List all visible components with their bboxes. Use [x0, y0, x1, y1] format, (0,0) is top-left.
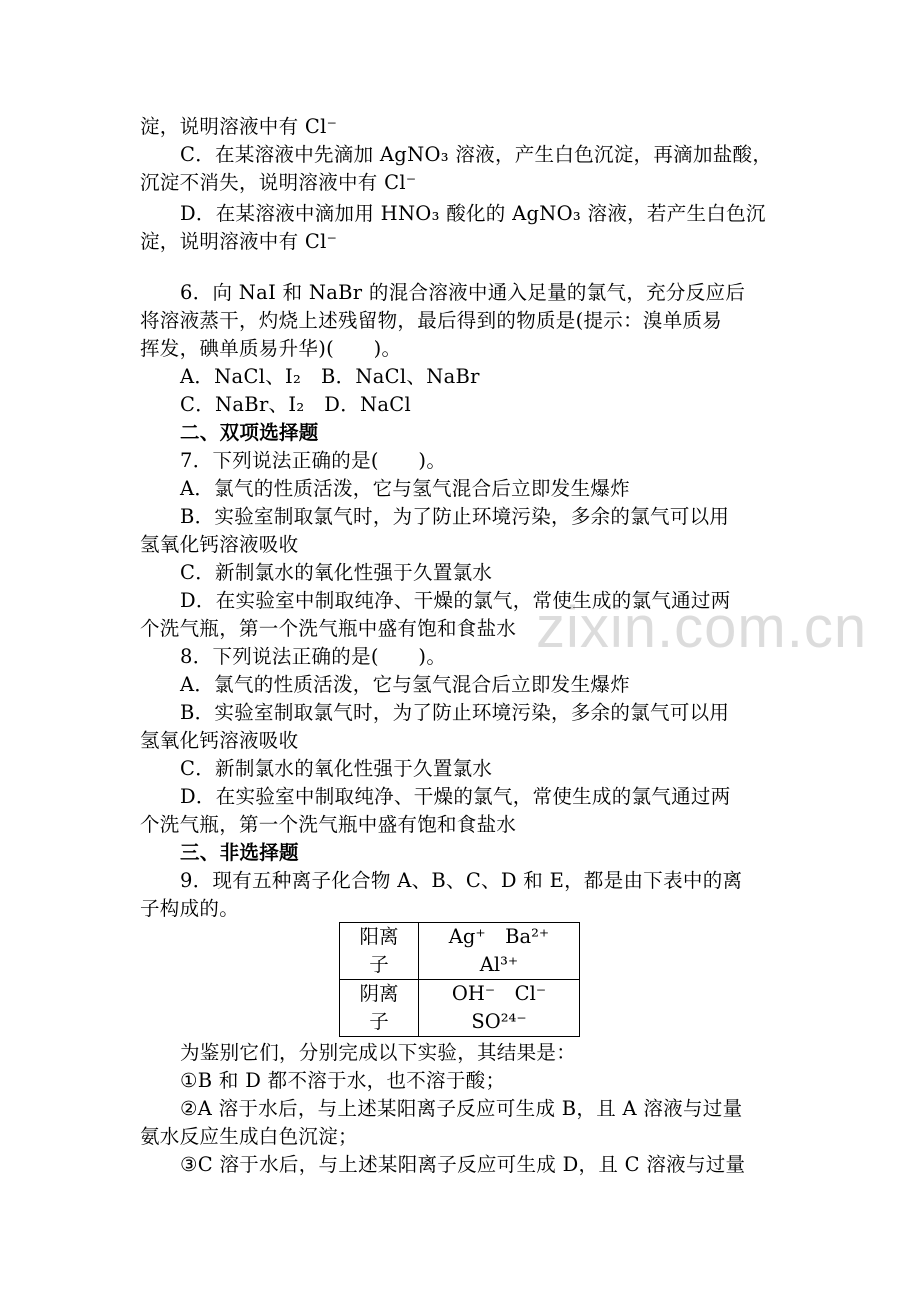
- anion-row: [340, 980, 580, 1037]
- anion-label-cell: 阴离 子: [340, 980, 419, 1037]
- question-8-option-b-1: B．实验室制取氯气时，为了防止环境污染，多余的氯气可以用: [180, 701, 730, 724]
- section-heading-non-choice: 三、非选择题: [180, 841, 299, 864]
- question-8-option-a: A．氯气的性质活泼，它与氢气混合后立即发生爆炸: [180, 673, 630, 696]
- question-8-option-d-2: 个洗气瓶，第一个洗气瓶中盛有饱和食盐水: [140, 813, 517, 836]
- option-d-line-2: 淀，说明溶液中有 Cl⁻: [140, 230, 338, 253]
- section-heading-double-choice: 二、双项选择题: [180, 421, 319, 444]
- option-c-line-2: 沉淀不消失，说明溶液中有 Cl⁻: [140, 171, 417, 194]
- experiment-result-1: ①B 和 D 都不溶于水，也不溶于酸；: [180, 1069, 506, 1092]
- question-9-stem-1: 9．现有五种离子化合物 A、B、C、D 和 E，都是由下表中的离: [180, 869, 743, 892]
- question-6-stem-3: 挥发，碘单质易升华)( )。: [140, 337, 402, 360]
- question-7-option-a: A．氯气的性质活泼，它与氢气混合后立即发生爆炸: [180, 477, 630, 500]
- question-7-option-b-1: B．实验室制取氯气时，为了防止环境污染，多余的氯气可以用: [180, 505, 730, 528]
- question-7-option-d-1: D．在实验室中制取纯净、干燥的氯气，常使生成的氯气通过两: [180, 589, 731, 612]
- watermark: zixin.com.cn: [536, 595, 868, 660]
- experiment-intro: 为鉴别它们，分别完成以下实验，其结果是：: [180, 1041, 577, 1064]
- question-8-stem: 8．下列说法正确的是( )。: [180, 645, 447, 668]
- question-7-option-c: C．新制氯水的氧化性强于久置氯水: [180, 561, 493, 584]
- experiment-result-2-line-1: ②A 溶于水后，与上述某阳离子反应可生成 B，且 A 溶液与过量: [180, 1097, 743, 1120]
- cation-values-cell: Ag⁺ Ba²⁺ Al³⁺: [419, 923, 580, 980]
- question-7-option-d-2: 个洗气瓶，第一个洗气瓶中盛有饱和食盐水: [140, 617, 517, 640]
- question-6-options-cd: C．NaBr、I₂ D．NaCl: [180, 393, 412, 416]
- question-8-option-d-1: D．在实验室中制取纯净、干燥的氯气，常使生成的氯气通过两: [180, 785, 731, 808]
- experiment-result-3-line-1: ③C 溶于水后，与上述某阳离子反应可生成 D，且 C 溶液与过量: [180, 1153, 746, 1176]
- option-c-line-1: C．在某溶液中先滴加 AgNO₃ 溶液，产生白色沉淀，再滴加盐酸，: [180, 143, 773, 166]
- question-8-option-c: C．新制氯水的氧化性强于久置氯水: [180, 757, 493, 780]
- question-7-stem: 7．下列说法正确的是( )。: [180, 449, 447, 472]
- cation-row: [340, 923, 580, 980]
- question-7-option-b-2: 氢氧化钙溶液吸收: [140, 533, 299, 556]
- option-b-continued: 淀，说明溶液中有 Cl⁻: [140, 115, 338, 138]
- question-6-stem-2: 将溶液蒸干，灼烧上述残留物，最后得到的物质是(提示：溴单质易: [140, 309, 723, 332]
- option-d-line-1: D．在某溶液中滴加用 HNO₃ 酸化的 AgNO₃ 溶液，若产生白色沉: [180, 202, 766, 225]
- question-6-options-ab: A．NaCl、I₂ B．NaCl、NaBr: [180, 365, 480, 388]
- question-6-stem-1: 6．向 NaI 和 NaBr 的混合溶液中通入足量的氯气，充分反应后: [180, 281, 746, 304]
- anion-values-cell: OH⁻ Cl⁻ SO²⁴⁻: [419, 980, 580, 1037]
- ion-table: [339, 922, 580, 1037]
- cation-label-cell: 阳离 子: [340, 923, 419, 980]
- experiment-result-2-line-2: 氨水反应生成白色沉淀；: [140, 1125, 358, 1148]
- question-8-option-b-2: 氢氧化钙溶液吸收: [140, 729, 299, 752]
- question-9-stem-2: 子构成的。: [140, 897, 240, 920]
